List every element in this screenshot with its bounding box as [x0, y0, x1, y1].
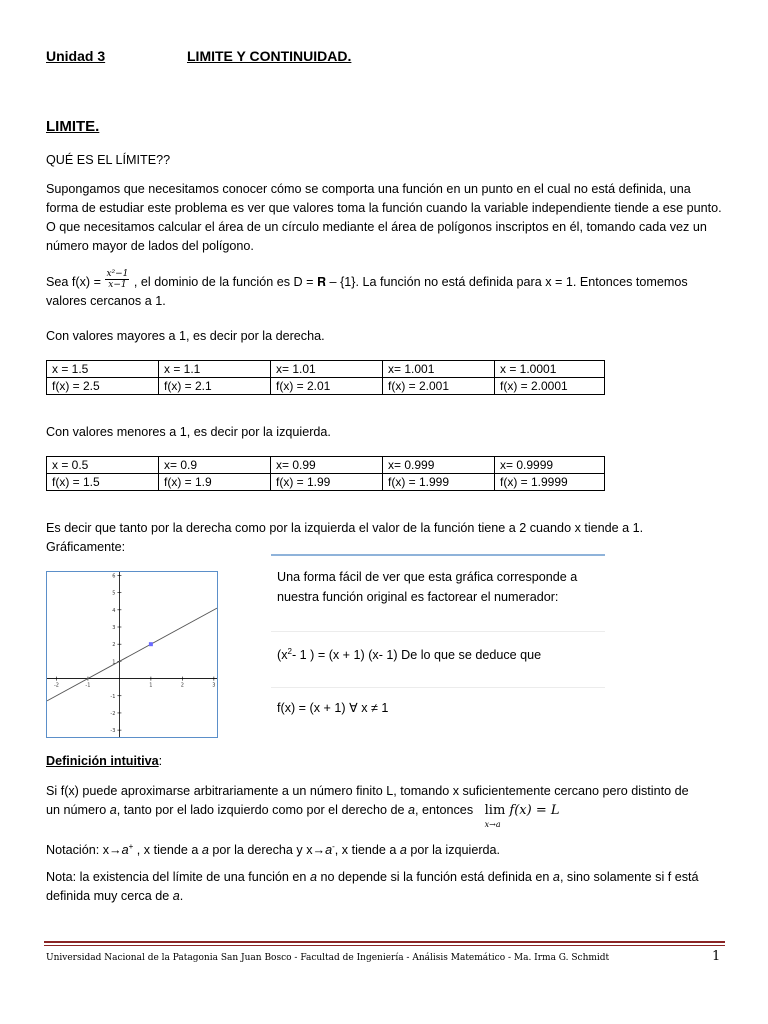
notation-sup: - — [332, 842, 335, 851]
panel-divider — [271, 687, 605, 688]
fraction-denominator: x−1 — [108, 280, 127, 291]
section-title: LIMITE. — [46, 118, 100, 135]
table-cell: x = 1.1 — [159, 361, 271, 378]
panel-line-1: Una forma fácil de ver que esta gráfica corresponde a — [277, 570, 578, 584]
table-row — [47, 457, 605, 474]
left-label: Con valores menores a 1, es decir por la izquierda. — [46, 425, 331, 439]
notation-a: a — [325, 843, 333, 858]
nota-text: no depende si la función está definida en — [316, 870, 553, 884]
def-text: , tanto por el lado izquierdo como por el derecho de — [116, 803, 408, 817]
nota-a: a — [172, 889, 180, 903]
notation-a: a — [399, 843, 407, 858]
factor-superscript: 2 — [287, 647, 292, 656]
panel-divider — [271, 631, 605, 632]
table-cell: f(x) = 1.999 — [383, 474, 495, 491]
function-fraction — [105, 269, 129, 290]
table-cell: f(x) = 1.99 — [271, 474, 383, 491]
nota-a: a — [552, 870, 560, 884]
table-cell: f(x) = 2.0001 — [495, 378, 605, 395]
table-row — [47, 474, 605, 491]
footer-text: Universidad Nacional de la Patagonia San Juan Bosco - Facultad de Ingeniería - Análisis Matemático - Ma. Irma G. Schmidt — [46, 953, 610, 963]
table-cell: x= 1.01 — [271, 361, 383, 378]
nota-text: . — [179, 889, 184, 903]
notation-text: por la izquierda. — [406, 843, 501, 858]
data-point — [149, 642, 153, 646]
y-tick-label: -2 — [110, 710, 116, 717]
table-cell: f(x) = 2.1 — [159, 378, 271, 395]
table-cell: x= 0.99 — [271, 457, 383, 474]
nota-text: , sino solamente si f está — [559, 870, 699, 884]
table-cell: f(x) = 1.9999 — [495, 474, 605, 491]
y-tick-label: 6 — [112, 573, 116, 580]
table-cell: x= 0.9999 — [495, 457, 605, 474]
table-cell: x = 1.0001 — [495, 361, 605, 378]
question-text: QUÉ ES EL LÍMITE?? — [46, 153, 171, 167]
function-graph — [46, 571, 218, 738]
factor-part-a: (x — [277, 648, 288, 663]
table-cell: x= 0.9 — [159, 457, 271, 474]
table-cell: x= 0.999 — [383, 457, 495, 474]
limit-expression — [484, 801, 560, 829]
factor-part-b: - 1 ) = (x + 1) (x- 1) De lo que se deduce que — [291, 648, 542, 663]
y-tick-label: -3 — [110, 728, 116, 735]
nota-a: a — [309, 870, 317, 884]
panel-simplified-function: f(x) = (x + 1) ∀ x ≠ 1 — [277, 701, 389, 715]
notation-text: , x tiende a — [133, 843, 202, 858]
table-cell: f(x) = 2.5 — [47, 378, 159, 395]
table-cell: f(x) = 2.001 — [383, 378, 495, 395]
definition-title: Definición intuitiva — [46, 754, 159, 768]
right-label: Con valores mayores a 1, es decir por la derecha. — [46, 329, 325, 343]
unit-label: Unidad 3 — [46, 48, 106, 64]
y-tick-label: -1 — [110, 693, 116, 700]
intro-paragraph: Supongamos que necesitamos conocer cómo se comporta una función en un punto en el cual no está definida, una forma de estudiar este problema es ver que valores toma la función cuando la variable independiente tiende a ese punto. O que necesitamos calcular el área de un círculo mediante el área de polígonos inscriptos en él, tomando cada vez un número mayor de lados del polígono. — [46, 182, 722, 253]
notation-line — [46, 837, 500, 860]
notation-text: Notación: x→ — [46, 843, 122, 858]
table-cell: x = 0.5 — [47, 457, 159, 474]
definition-line-2 — [46, 801, 726, 829]
graph-label: Gráficamente: — [46, 540, 126, 554]
table-cell: f(x) = 1.5 — [47, 474, 159, 491]
y-tick-label: 2 — [112, 642, 116, 649]
left-values-table — [46, 456, 605, 491]
page-number: 1 — [712, 949, 721, 964]
series-line — [47, 608, 217, 701]
notation-text: , x tiende a — [334, 843, 400, 858]
y-tick-label: 4 — [112, 607, 116, 614]
notation-text: por la derecha y x→ — [208, 843, 326, 858]
lim-expression: f(x) = L — [509, 803, 560, 818]
right-values-table — [46, 360, 605, 395]
lim-subscript: x→a — [484, 820, 501, 829]
fraction-numerator: x²−1 — [106, 269, 129, 280]
x-tick-label: -2 — [53, 682, 59, 689]
x-tick-label: 2 — [180, 682, 184, 689]
def-a: a — [109, 803, 117, 817]
def-text: , entonces — [415, 803, 474, 817]
definition-colon: : — [158, 754, 163, 768]
definition-line-1: Si f(x) puede aproximarse arbitrariamente a un número finito L, tomando x suficientemente cercano pero distinto de — [46, 784, 689, 798]
footer-rule — [44, 945, 725, 946]
nota-text: definida muy cerca de — [46, 889, 173, 903]
table-cell: f(x) = 2.01 — [271, 378, 383, 395]
conclusion-text: Es decir que tanto por la derecha como por la izquierda el valor de la función tiene a 2 cuando x tiende a 1. — [46, 521, 644, 535]
page-title: LIMITE Y CONTINUIDAD. — [187, 48, 352, 64]
graph-plot — [47, 572, 217, 737]
sea-prefix: Sea f(x) = — [46, 275, 101, 289]
x-tick-label: -1 — [85, 682, 91, 689]
def-text: un número — [46, 803, 110, 817]
function-paragraph — [46, 269, 722, 311]
panel-line-2: nuestra función original es factorear el numerador: — [277, 590, 559, 604]
sea-suffix: , el dominio de la función es D = 𝐑 – {1}. La función no está definida para x = 1. Entonces tomemos valores cercanos a 1. — [46, 275, 688, 308]
y-tick-label: 1 — [112, 659, 116, 666]
def-a: a — [407, 803, 415, 817]
table-row — [47, 361, 605, 378]
nota-text: Nota: la existencia del límite de una función en — [46, 870, 310, 884]
footer-rule — [44, 941, 725, 943]
table-cell: x = 1.5 — [47, 361, 159, 378]
notation-sup: + — [128, 842, 134, 851]
x-tick-label: 1 — [149, 682, 153, 689]
table-cell: x= 1.001 — [383, 361, 495, 378]
factor-panel — [271, 554, 605, 726]
x-tick-label: 3 — [212, 682, 216, 689]
y-tick-label: 3 — [112, 625, 116, 631]
notation-a: a — [121, 843, 129, 858]
nota-paragraph — [46, 868, 726, 906]
definition-heading — [46, 752, 162, 771]
panel-factorization — [277, 642, 541, 665]
lim-word: lim — [484, 803, 506, 818]
y-tick-label: 5 — [112, 590, 116, 597]
notation-a: a — [201, 843, 209, 858]
table-cell: f(x) = 1.9 — [159, 474, 271, 491]
table-row — [47, 378, 605, 395]
